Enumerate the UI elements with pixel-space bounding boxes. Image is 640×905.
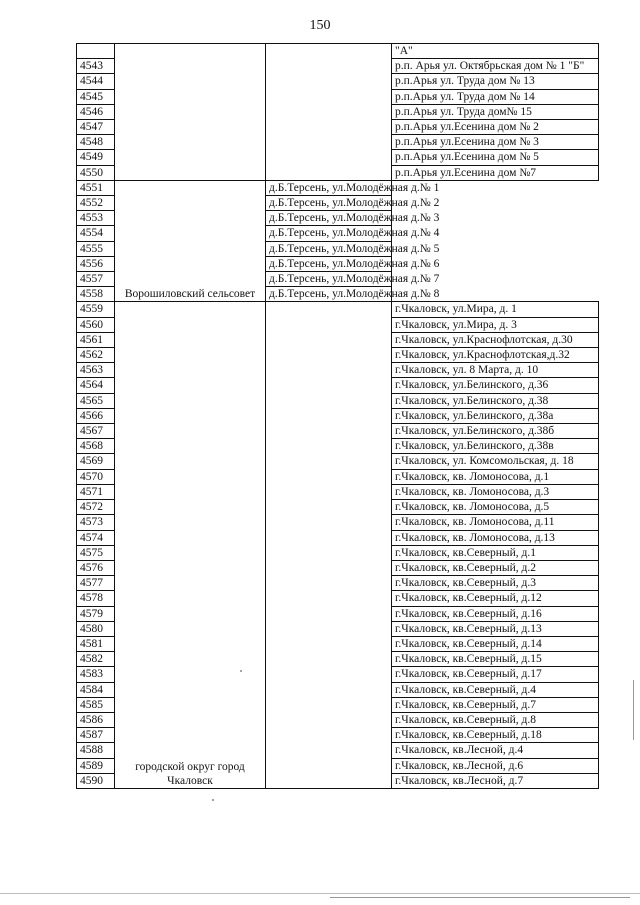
address-cell: г.Чкаловск, кв.Северный, д.1 xyxy=(392,545,599,560)
row-number-cell: 4543 xyxy=(77,59,115,74)
address-cell: г.Чкаловск, кв. Ломоносова, д.5 xyxy=(392,500,599,515)
row-number-cell: 4568 xyxy=(77,439,115,454)
district-cell xyxy=(115,44,266,181)
row-number-cell: 4576 xyxy=(77,560,115,575)
row-number-cell: 4553 xyxy=(77,211,115,226)
address-cell: г.Чкаловск, ул.Белинского, д.36 xyxy=(392,378,599,393)
address-cell: г.Чкаловск, кв. Ломоносова, д.3 xyxy=(392,484,599,499)
row-number-cell: 4581 xyxy=(77,636,115,651)
settlement-cell xyxy=(115,180,266,302)
district-label: городской округ город Чкаловск xyxy=(135,760,245,787)
address-cell: г.Чкаловск, кв.Северный, д.13 xyxy=(392,621,599,636)
row-number-cell: 4559 xyxy=(77,302,115,317)
address-cell: г.Чкаловск, кв.Северный, д.2 xyxy=(392,560,599,575)
row-number-cell: 4580 xyxy=(77,621,115,636)
address-cell: г.Чкаловск, кв. Ломоносова, д.13 xyxy=(392,530,599,545)
address-cell: г.Чкаловск, ул.Белинского, д.38а xyxy=(392,408,599,423)
address-cell: д.Б.Терсень, ул.Молодёжная д.№ 3 xyxy=(266,211,392,226)
address-cell: р.п.Арья ул.Есенина дом № 2 xyxy=(392,120,599,135)
settlement-cell xyxy=(266,302,392,789)
address-cell: г.Чкаловск, кв.Северный, д.15 xyxy=(392,652,599,667)
address-cell: г.Чкаловск, кв.Лесной, д.7 xyxy=(392,773,599,788)
address-cell: г.Чкаловск, кв.Северный, д.17 xyxy=(392,667,599,682)
address-cell: д.Б.Терсень, ул.Молодёжная д.№ 1 xyxy=(266,180,392,195)
row-number-cell: 4566 xyxy=(77,408,115,423)
address-cell: р.п.Арья ул.Есенина дом № 3 xyxy=(392,135,599,150)
row-number-cell: 4552 xyxy=(77,196,115,211)
address-cell: г.Чкаловск, кв.Северный, д.8 xyxy=(392,712,599,727)
row-number-cell: 4556 xyxy=(77,256,115,271)
settlement-label: Ворошиловский сельсовет xyxy=(124,288,256,301)
row-number-cell: 4582 xyxy=(77,652,115,667)
row-number-cell: 4572 xyxy=(77,500,115,515)
address-table xyxy=(76,43,599,789)
row-number-cell: 4560 xyxy=(77,317,115,332)
row-number-cell: 4586 xyxy=(77,712,115,727)
row-number-cell: 4565 xyxy=(77,393,115,408)
row-number-cell: 4567 xyxy=(77,424,115,439)
row-number-cell: 4570 xyxy=(77,469,115,484)
row-number-cell: 4546 xyxy=(77,104,115,119)
address-table-body xyxy=(77,44,599,789)
address-cell: г.Чкаловск, кв.Северный, д.4 xyxy=(392,682,599,697)
address-cell: р.п.Арья ул. Труда дом № 13 xyxy=(392,74,599,89)
address-cell: д.Б.Терсень, ул.Молодёжная д.№ 5 xyxy=(266,241,392,256)
address-cell: г.Чкаловск, ул.Белинского, д.38 xyxy=(392,393,599,408)
row-number-cell xyxy=(77,44,115,59)
row-number-cell: 4578 xyxy=(77,591,115,606)
address-cell: г.Чкаловск, кв.Северный, д.14 xyxy=(392,636,599,651)
address-cell: р.п.Арья ул. Труда дом№ 15 xyxy=(392,104,599,119)
address-cell: г.Чкаловск, кв.Северный, д.16 xyxy=(392,606,599,621)
address-cell: г.Чкаловск, кв.Северный, д.3 xyxy=(392,576,599,591)
address-cell: д.Б.Терсень, ул.Молодёжная д.№ 7 xyxy=(266,272,392,287)
address-cell: г.Чкаловск, кв.Лесной, д.4 xyxy=(392,743,599,758)
address-cell: г.Чкаловск, ул. 8 Марта, д. 10 xyxy=(392,363,599,378)
address-cell: г.Чкаловск, ул.Краснофлотская,д.32 xyxy=(392,348,599,363)
address-cell: г.Чкаловск, кв.Северный, д.18 xyxy=(392,728,599,743)
scan-speck xyxy=(240,670,242,672)
page-number: 150 xyxy=(309,18,331,33)
row-number-cell: 4545 xyxy=(77,89,115,104)
address-cell: г.Чкаловск, ул.Мира, д. 1 xyxy=(392,302,599,317)
settlement-cell xyxy=(266,44,392,181)
row-number-cell: 4579 xyxy=(77,606,115,621)
row-number-cell: 4550 xyxy=(77,165,115,180)
address-cell: г.Чкаловск, кв.Северный, д.12 xyxy=(392,591,599,606)
address-cell: г.Чкаловск, кв. Ломоносова, д.11 xyxy=(392,515,599,530)
address-cell: г.Чкаловск, ул.Белинского, д.38в xyxy=(392,439,599,454)
row-number-cell: 4557 xyxy=(77,272,115,287)
row-number-cell: 4571 xyxy=(77,484,115,499)
row-number-cell: 4585 xyxy=(77,697,115,712)
address-cell: д.Б.Терсень, ул.Молодёжная д.№ 4 xyxy=(266,226,392,241)
address-cell: г.Чкаловск, кв.Лесной, д.6 xyxy=(392,758,599,773)
row-number-cell: 4561 xyxy=(77,332,115,347)
address-cell: г.Чкаловск, ул.Краснофлотская, д.30 xyxy=(392,332,599,347)
row-number-cell: 4554 xyxy=(77,226,115,241)
district-cell xyxy=(115,302,266,789)
table-row-continuation xyxy=(77,44,599,59)
row-number-cell: 4584 xyxy=(77,682,115,697)
row-number-cell: 4590 xyxy=(77,773,115,788)
scan-artifact-line xyxy=(633,680,634,740)
row-number-cell: 4544 xyxy=(77,74,115,89)
row-number-cell: 4574 xyxy=(77,530,115,545)
address-cell: д.Б.Терсень, ул.Молодёжная д.№ 2 xyxy=(266,196,392,211)
row-number-cell: 4551 xyxy=(77,180,115,195)
scan-artifact-line xyxy=(330,897,630,898)
row-number-cell: 4587 xyxy=(77,728,115,743)
address-cell: г.Чкаловск, ул.Мира, д. 3 xyxy=(392,317,599,332)
address-cell: д.Б.Терсень, ул.Молодёжная д.№ 6 xyxy=(266,256,392,271)
address-cell: г.Чкаловск, кв.Северный, д.7 xyxy=(392,697,599,712)
address-cell: р.п. Арья ул. Октябрьская дом № 1 "Б" xyxy=(392,59,599,74)
row-number-cell: 4547 xyxy=(77,120,115,135)
address-cell: "А" xyxy=(392,44,599,59)
row-number-cell: 4569 xyxy=(77,454,115,469)
address-cell: р.п.Арья ул. Труда дом № 14 xyxy=(392,89,599,104)
table-row xyxy=(77,302,599,317)
address-cell: р.п.Арья ул.Есенина дом № 5 xyxy=(392,150,599,165)
row-number-cell: 4555 xyxy=(77,241,115,256)
scan-artifact-line xyxy=(0,893,640,894)
scan-speck xyxy=(212,799,214,801)
address-cell: г.Чкаловск, ул. Комсомольская, д. 18 xyxy=(392,454,599,469)
address-cell: г.Чкаловск, ул.Белинского, д.38б xyxy=(392,424,599,439)
row-number-cell: 4589 xyxy=(77,758,115,773)
address-cell: г.Чкаловск, кв. Ломоносова, д.1 xyxy=(392,469,599,484)
row-number-cell: 4583 xyxy=(77,667,115,682)
row-number-cell: 4573 xyxy=(77,515,115,530)
row-number-cell: 4549 xyxy=(77,150,115,165)
row-number-cell: 4564 xyxy=(77,378,115,393)
row-number-cell: 4562 xyxy=(77,348,115,363)
row-number-cell: 4558 xyxy=(77,287,115,302)
row-number-cell: 4575 xyxy=(77,545,115,560)
row-number-cell: 4588 xyxy=(77,743,115,758)
row-number-cell: 4548 xyxy=(77,135,115,150)
row-number-cell: 4563 xyxy=(77,363,115,378)
row-number-cell: 4577 xyxy=(77,576,115,591)
address-cell: д.Б.Терсень, ул.Молодёжная д.№ 8 xyxy=(266,287,392,302)
address-cell: р.п.Арья ул.Есенина дом №7 xyxy=(392,165,599,180)
table-row xyxy=(77,180,599,195)
